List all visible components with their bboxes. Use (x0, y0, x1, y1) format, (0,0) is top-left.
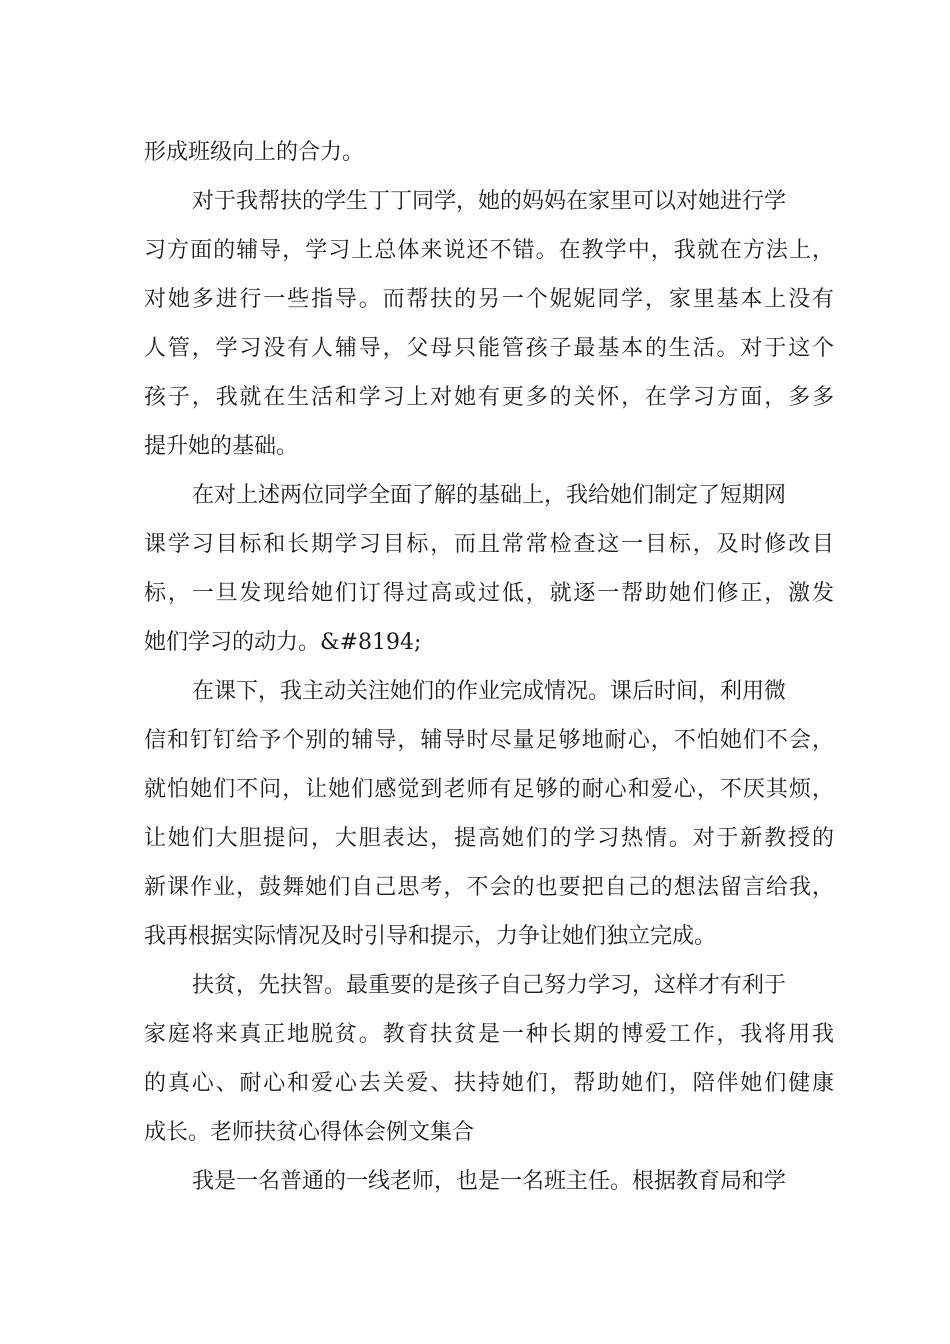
text-line: 的真心、耐心和爱心去关爱、扶持她们，帮助她们，陪伴她们健康 (144, 1071, 834, 1096)
text-line: 孩子，我就在生活和学习上对她有更多的关怀，在学习方面，多多 (144, 385, 834, 410)
text-line: 我再根据实际情况及时引导和提示，力争让她们独立完成。 (144, 924, 717, 949)
text-line: 人管，学习没有人辅导，父母只能管孩子最基本的生活。对于这个 (144, 336, 834, 361)
paragraph-start-line: 我是一名普通的一线老师，也是一名班主任。根据教育局和学 (192, 1169, 787, 1194)
text-line: 信和钉钉给予个别的辅导，辅导时尽量足够地耐心，不怕她们不会， (144, 728, 834, 753)
text-line: 提升她的基础。 (144, 434, 299, 459)
paragraph-start-line: 在对上述两位同学全面了解的基础上，我给她们制定了短期网 (192, 483, 787, 508)
text-line: 家庭将来真正地脱贫。教育扶贫是一种长期的博爱工作，我将用我 (144, 1022, 834, 1047)
paragraph-start-line: 对于我帮扶的学生丁丁同学，她的妈妈在家里可以对她进行学 (192, 189, 787, 214)
paragraph-start-line: 在课下，我主动关注她们的作业完成情况。课后时间，利用微 (192, 679, 787, 704)
text-line: 对她多进行一些指导。而帮扶的另一个妮妮同学，家里基本上没有 (144, 287, 834, 312)
text-line: 成长。老师扶贫心得体会例文集合 (144, 1120, 475, 1145)
text-line: 习方面的辅导，学习上总体来说还不错。在教学中，我就在方法上， (144, 238, 834, 263)
text-line: 标，一旦发现给她们订得过高或过低，就逐一帮助她们修正，激发 (144, 581, 834, 606)
text-line: 新课作业，鼓舞她们自己思考，不会的也要把自己的想法留言给我， (144, 875, 834, 900)
text-line: 就怕她们不问，让她们感觉到老师有足够的耐心和爱心，不厌其烦， (144, 777, 834, 802)
text-line: 形成班级向上的合力。 (144, 140, 365, 165)
text-line: 课学习目标和长期学习目标，而且常常检查这一目标，及时修改目 (144, 532, 834, 557)
paragraph-start-line: 扶贫，先扶智。最重要的是孩子自己努力学习，这样才有利于 (192, 973, 787, 998)
text-line: 她们学习的动力。&#8194; (144, 630, 422, 655)
document-body (144, 128, 834, 1206)
text-line: 让她们大胆提问，大胆表达，提高她们的学习热情。对于新教授的 (144, 826, 834, 851)
